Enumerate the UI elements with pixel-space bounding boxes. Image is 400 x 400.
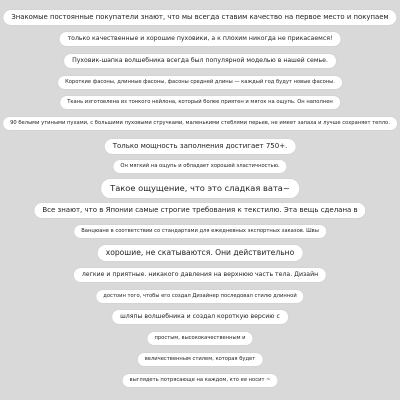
message-bubble: Такое ощущение, что это сладкая вата~	[101, 179, 299, 198]
message-bubble: 90 белыми утиными пухами, с большими пуховыми стручками, маленькими стеблями перьев, не имеет запаха и лучше сохраняет тепло.	[3, 117, 397, 130]
message-bubble: только качественные и хорошие пуховики, а к плохим никогда не прикасаемся!	[60, 32, 341, 46]
message-bubble: Ванцюане в соответствии со стандартами для ежедневных экспортных заказов. Швы	[74, 225, 326, 238]
message-bubble: Пуховик-шапка волшебника всегда был популярной моделью в нашей семье.	[64, 54, 336, 68]
message-bubble: Только мощность заполнения достигает 750+.	[105, 139, 296, 154]
message-bubble: шляпы волшебника и создал короткую версию с	[112, 310, 288, 324]
message-bubble: Все знают, что в Японии самые строгие требования к текстилю. Эта вещь сделана в	[34, 203, 365, 218]
message-bubble: выглядеть потрясающе на каждом, кто ее носит ~	[123, 374, 278, 387]
message-bubble: Короткие фасоны, длинные фасоны, фасоны средней длины — каждый год будут новые фасоны.	[58, 76, 342, 89]
message-bubble: Ткань изготовлена из тонкого нейлона, который более приятен и мягок на ощупь. Он наполнен	[60, 96, 340, 109]
message-bubble: хорошие, не скатываются. Они действительно	[98, 245, 303, 261]
message-bubble: Он мягкий на ощупь и обладает хорошей эластичностью.	[113, 160, 286, 173]
message-bubble: достоин того, чтобы его создал Дизайнер последовал стилю длинной	[96, 290, 303, 303]
message-bubble: простым, высококачественным и	[147, 332, 252, 345]
message-bubble: легкие и приятные. никакого давления на верхнюю часть тела. Дизайн	[74, 268, 326, 282]
message-bubble: величественным стилем, которая будет	[138, 353, 263, 366]
message-bubble: Знакомые постоянные покупатели знают, что мы всегда ставим качество на первое место и покупаем	[3, 10, 396, 25]
